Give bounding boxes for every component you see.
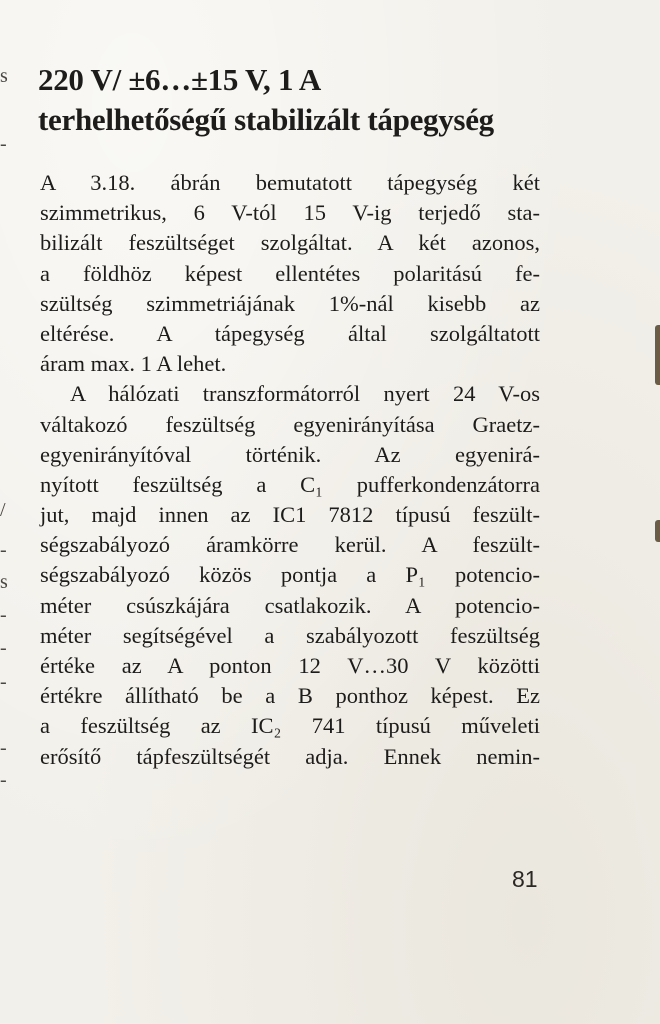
- heading-line-1: 220 V/ ±6…±15 V, 1 A: [38, 62, 321, 97]
- text-line: értékre állítható be a B ponthoz képest. Ez: [40, 683, 540, 709]
- margin-mark: -: [0, 539, 7, 561]
- page-number: 81: [512, 866, 538, 892]
- margin-mark: -: [0, 133, 7, 155]
- binding-edge: [655, 520, 660, 542]
- body-text: [40, 168, 540, 772]
- text-line: egyenirányítóval történik. Az egyenirá-: [40, 441, 540, 467]
- text-line: váltakozó feszültség egyenirányítása Graetz-: [40, 411, 540, 437]
- text-line: méter segítségével a szabályozott feszültség: [40, 622, 540, 648]
- text-line: áram max. 1 A lehet.: [40, 351, 227, 377]
- text-line: eltérése. A tápegység által szolgáltatott: [40, 320, 540, 346]
- margin-mark: -: [0, 737, 7, 759]
- text-line: értéke az A ponton 12 V…30 V közötti: [40, 653, 540, 678]
- text-line: a földhöz képest ellentétes polaritású fe-: [40, 260, 540, 286]
- paragraph-2: [40, 379, 540, 771]
- text-line: erősítő tápfeszültségét adja. Ennek nemin-: [40, 743, 540, 769]
- text-line: szimmetrikus, 6 V-tól 15 V-ig terjedő sta-: [40, 200, 540, 226]
- heading-line-2: terhelhetőségű stabilizált tápegység: [38, 102, 494, 137]
- margin-mark: /: [0, 499, 6, 521]
- text-line: nyított feszültség a C₁ pufferkondenzátorra: [40, 471, 540, 497]
- margin-mark: -: [0, 604, 7, 626]
- text-line: ségszabályozó közös pontja a P₁ potencio-: [40, 562, 540, 588]
- margin-mark: -: [0, 637, 7, 659]
- margin-mark: -: [0, 671, 7, 693]
- text-line: ségszabályozó áramkörre kerül. A feszült-: [40, 532, 540, 558]
- margin-mark: s: [0, 571, 8, 593]
- paragraph-1: [40, 168, 540, 379]
- text-line: A hálózati transzformátorról nyert 24 V-os: [70, 381, 540, 407]
- binding-edge: [655, 325, 660, 385]
- text-line: méter csúszkájára csatlakozik. A potencio-: [40, 592, 540, 618]
- text-line: jut, majd innen az IC1 7812 típusú feszült-: [40, 502, 540, 528]
- text-line: bilizált feszültséget szolgáltat. A két azonos,: [40, 230, 540, 256]
- margin-mark: -: [0, 769, 7, 791]
- margin-mark: s: [0, 65, 8, 87]
- text-line: szültség szimmetriájának 1%-nál kisebb az: [40, 290, 540, 316]
- text-line: A 3.18. ábrán bemutatott tápegység két: [40, 170, 540, 195]
- text-line: a feszültség az IC₂ 741 típusú műveleti: [40, 713, 540, 739]
- section-heading: [38, 60, 628, 140]
